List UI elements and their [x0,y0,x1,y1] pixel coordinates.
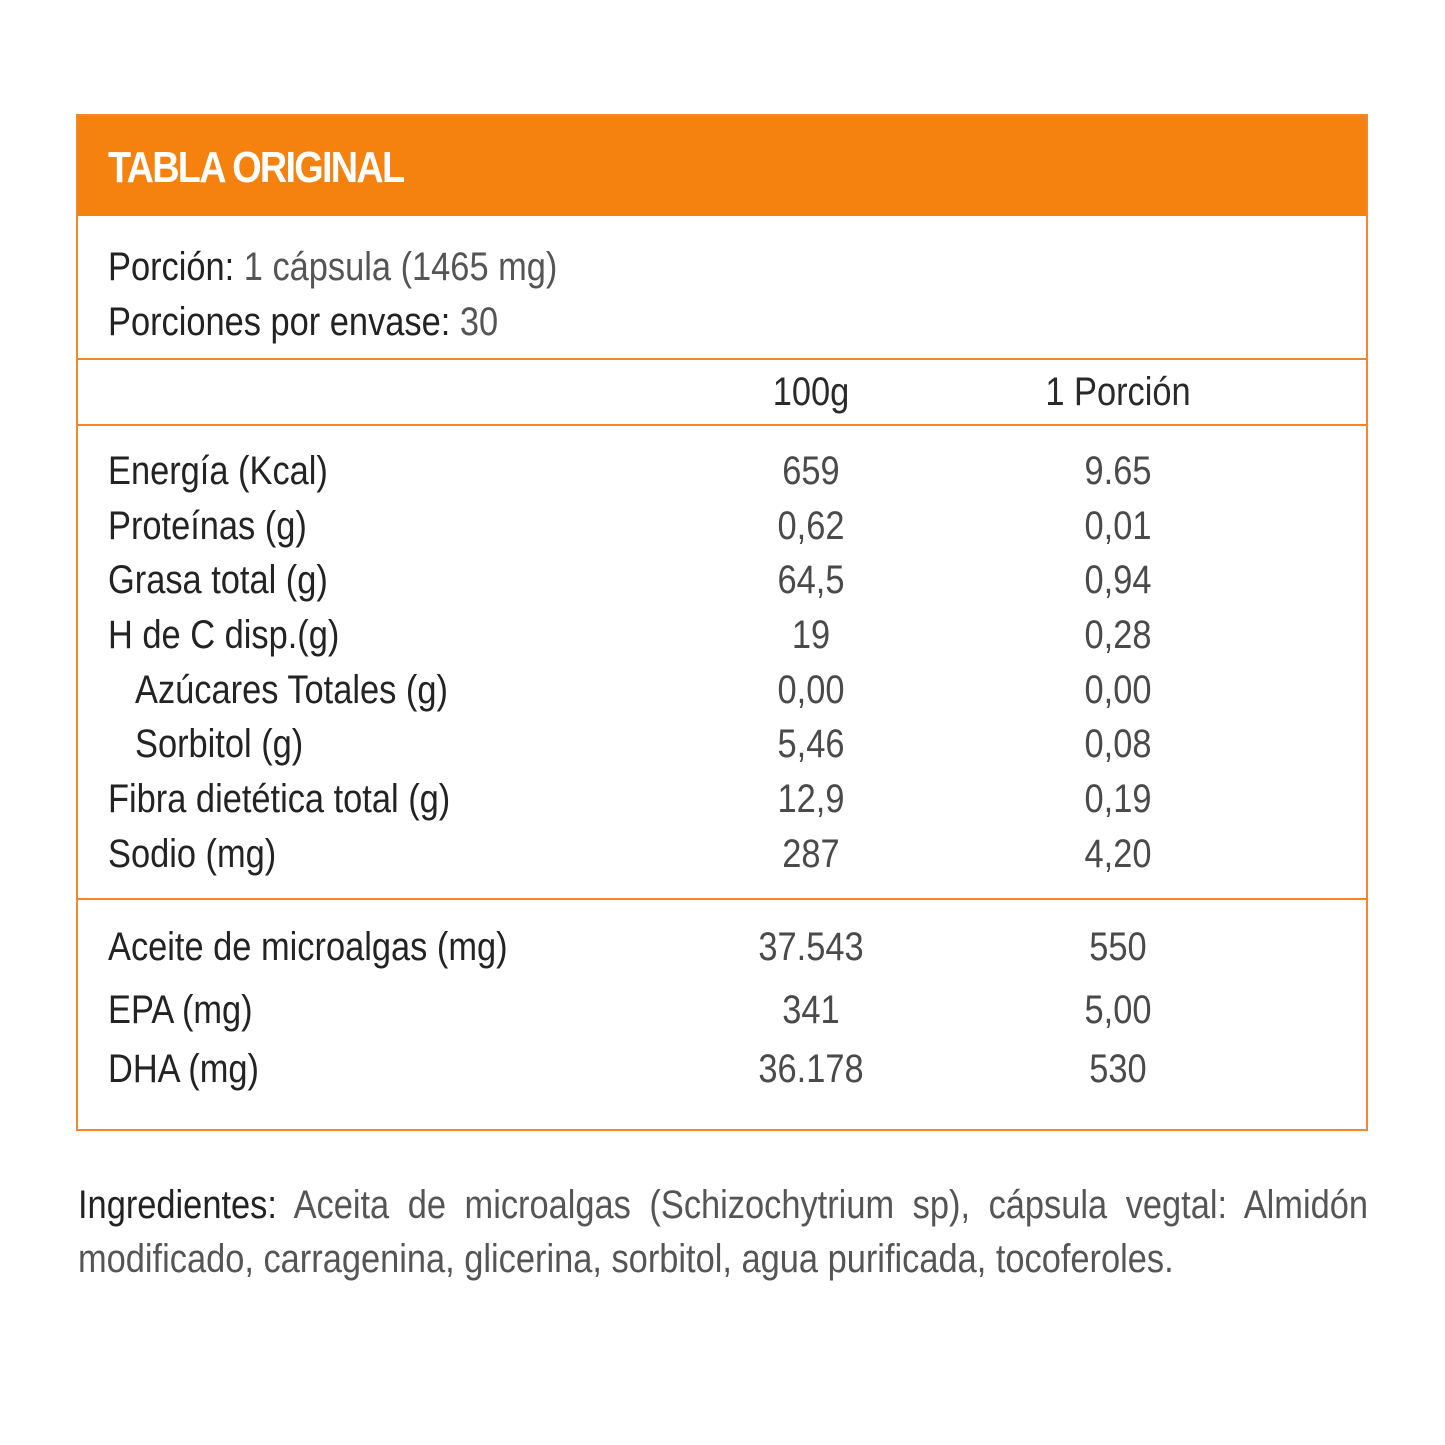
value-per-portion: 5,00 [1084,988,1152,1032]
nutrition-table [76,114,1368,1131]
table-title: TABLA ORIGINAL [108,143,404,192]
value-per-portion: 0,19 [1084,777,1152,822]
table-row [78,608,1366,663]
nutrient-name: DHA (mg) [108,1047,259,1091]
value-per-portion: 0,28 [1084,613,1152,658]
table-row [78,663,1366,718]
divider [78,424,1366,426]
value-per-100g: 341 [782,988,840,1032]
value-per-portion: 0,94 [1084,558,1152,603]
value-per-portion: 0,08 [1084,722,1152,767]
ingredients-list: Aceita de microalgas (Schizochytrium sp), cápsula vegtal: Almidón modificado, carragenina, glicerina, sorbitol, agua purificada, tocoferoles. [78,1183,1368,1281]
nutrient-name: Sodio (mg) [108,831,277,876]
servings-per-container-label: Porciones por envase: [108,300,451,344]
column-header-portion: 1 Porción [1045,370,1191,414]
table-row [78,918,1366,981]
divider [78,898,1366,900]
value-per-100g: 287 [782,831,840,876]
value-per-100g: 64,5 [777,558,845,603]
table-row [78,553,1366,608]
portion-label: Porción: [108,245,235,289]
value-per-portion: 9.65 [1084,449,1152,493]
value-per-100g: 37.543 [758,925,864,969]
nutrient-name: EPA (mg) [108,988,253,1032]
value-per-portion: 0,00 [1084,667,1152,712]
ingredients-label: Ingredientes: [78,1183,277,1227]
value-per-portion: 0,01 [1084,503,1152,548]
nutrient-name: Sorbitol (g) [135,722,304,767]
nutrient-name: Aceite de microalgas (mg) [108,925,508,969]
value-per-100g: 0,00 [777,667,845,712]
nutrient-name: Fibra dietética total (g) [108,777,451,822]
table-header-bar [78,116,1366,216]
servings-per-container-line [108,295,557,350]
nutrient-name: Azúcares Totales (g) [135,667,448,712]
table-row [78,1040,1366,1098]
value-per-100g: 5,46 [777,722,845,767]
value-per-100g: 36.178 [758,1047,864,1091]
nutrient-name: Proteínas (g) [108,503,307,548]
nutrient-name: Grasa total (g) [108,558,328,603]
portion-line [108,240,557,295]
oil-rows [78,918,1366,1098]
nutrient-name: H de C disp.(g) [108,613,340,658]
value-per-100g: 19 [791,613,831,658]
value-per-100g: 12,9 [777,777,845,822]
column-header-100g: 100g [772,370,850,414]
table-row [78,499,1366,554]
nutrient-name: Energía (Kcal) [108,449,328,493]
value-per-portion: 4,20 [1084,831,1152,876]
nutrient-rows [78,444,1366,882]
value-per-portion: 530 [1089,1047,1147,1091]
value-per-100g: 659 [782,449,840,493]
table-row [78,444,1366,499]
divider [78,358,1366,360]
table-row [78,827,1366,882]
value-per-100g: 0,62 [777,503,845,548]
ingredients-text [78,1178,1368,1286]
serving-info [108,240,557,350]
table-row [78,717,1366,772]
table-row [78,981,1366,1040]
table-row [78,772,1366,827]
servings-per-container-value: 30 [459,300,499,344]
value-per-portion: 550 [1089,925,1147,969]
portion-value: 1 cápsula (1465 mg) [243,245,558,289]
ingredients-paragraph [78,1178,1368,1286]
